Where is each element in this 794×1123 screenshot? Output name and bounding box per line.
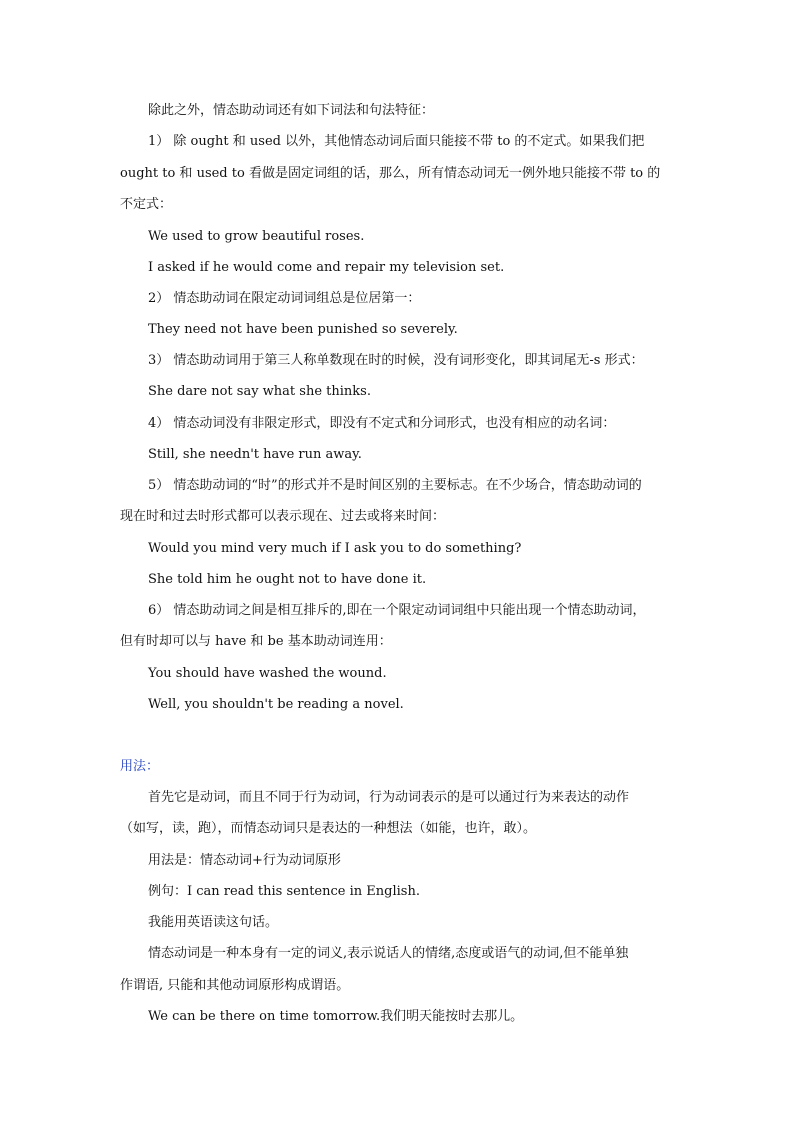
- usage-rule: 用法是：情态动词+行为动词原形: [148, 853, 341, 868]
- example-sentence: We used to grow beautiful roses.: [148, 229, 365, 244]
- usage-paragraph-line-1: 首先它是动词，而且不同于行为动词，行为动词表示的是可以通过行为来表达的动作: [148, 790, 630, 805]
- point-6-line-2: 但有时却可以与 have 和 be 基本助动词连用：: [120, 634, 392, 649]
- point-5-line-2: 现在时和过去时形式都可以表示现在、过去或将来时间：: [120, 509, 446, 524]
- example-sentence: Well, you shouldn't be reading a novel.: [148, 697, 404, 712]
- point-1-line-2: ought to 和 used to 看做是固定词组的话，那么，所有情态动词无一例外地只能接不带 to 的: [120, 166, 661, 181]
- point-3: 3） 情态助动词用于第三人称单数现在时的时候，没有词形变化，即其词尾无-s 形式：: [148, 353, 644, 368]
- example-sentence: I asked if he would come and repair my television set.: [148, 260, 505, 275]
- example-translation: 我能用英语读这句话。: [148, 915, 279, 930]
- point-1-line-3: 不定式：: [120, 197, 173, 212]
- point-6-line-1: 6） 情态助动词之间是相互排斥的,即在一个限定动词词组中只能出现一个情态助动词，: [148, 603, 646, 618]
- definition-line-1: 情态动词是一种本身有一定的词义,表示说话人的情绪,态度或语气的动词,但不能单独: [148, 946, 629, 961]
- example-sentence: She dare not say what she thinks.: [148, 384, 371, 399]
- point-5-line-1: 5） 情态助动词的“时”的形式并不是时间区别的主要标志。在不少场合，情态助动词的: [148, 478, 642, 493]
- definition-line-2: 作谓语, 只能和其他动词原形构成谓语。: [120, 978, 350, 993]
- point-2: 2） 情态助动词在限定动词词组总是位居第一：: [148, 291, 421, 306]
- example-sentence: Still, she needn't have run away.: [148, 447, 362, 462]
- point-4: 4） 情态动词没有非限定形式，即没有不定式和分词形式，也没有相应的动名词：: [148, 416, 616, 431]
- intro-paragraph: 除此之外，情态助动词还有如下词法和句法特征：: [148, 103, 435, 118]
- example-sentence: You should have washed the wound.: [148, 666, 387, 681]
- usage-paragraph-line-2: （如写，读，跑），而情态动词只是表达的一种想法（如能，也许，敢）。: [120, 821, 537, 836]
- usage-heading: 用法：: [120, 759, 160, 774]
- example-sentence: We can be there on time tomorrow.我们明天能按时去那儿。: [148, 1009, 524, 1024]
- example-sentence: 例句：I can read this sentence in English.: [148, 884, 420, 899]
- example-sentence: They need not have been punished so severely.: [148, 322, 458, 337]
- example-sentence: She told him he ought not to have done it.: [148, 572, 427, 587]
- point-1-line-1: 1） 除 ought 和 used 以外，其他情态动词后面只能接不带 to 的不定式。如果我们把: [148, 134, 645, 149]
- example-sentence: Would you mind very much if I ask you to do something?: [148, 541, 522, 556]
